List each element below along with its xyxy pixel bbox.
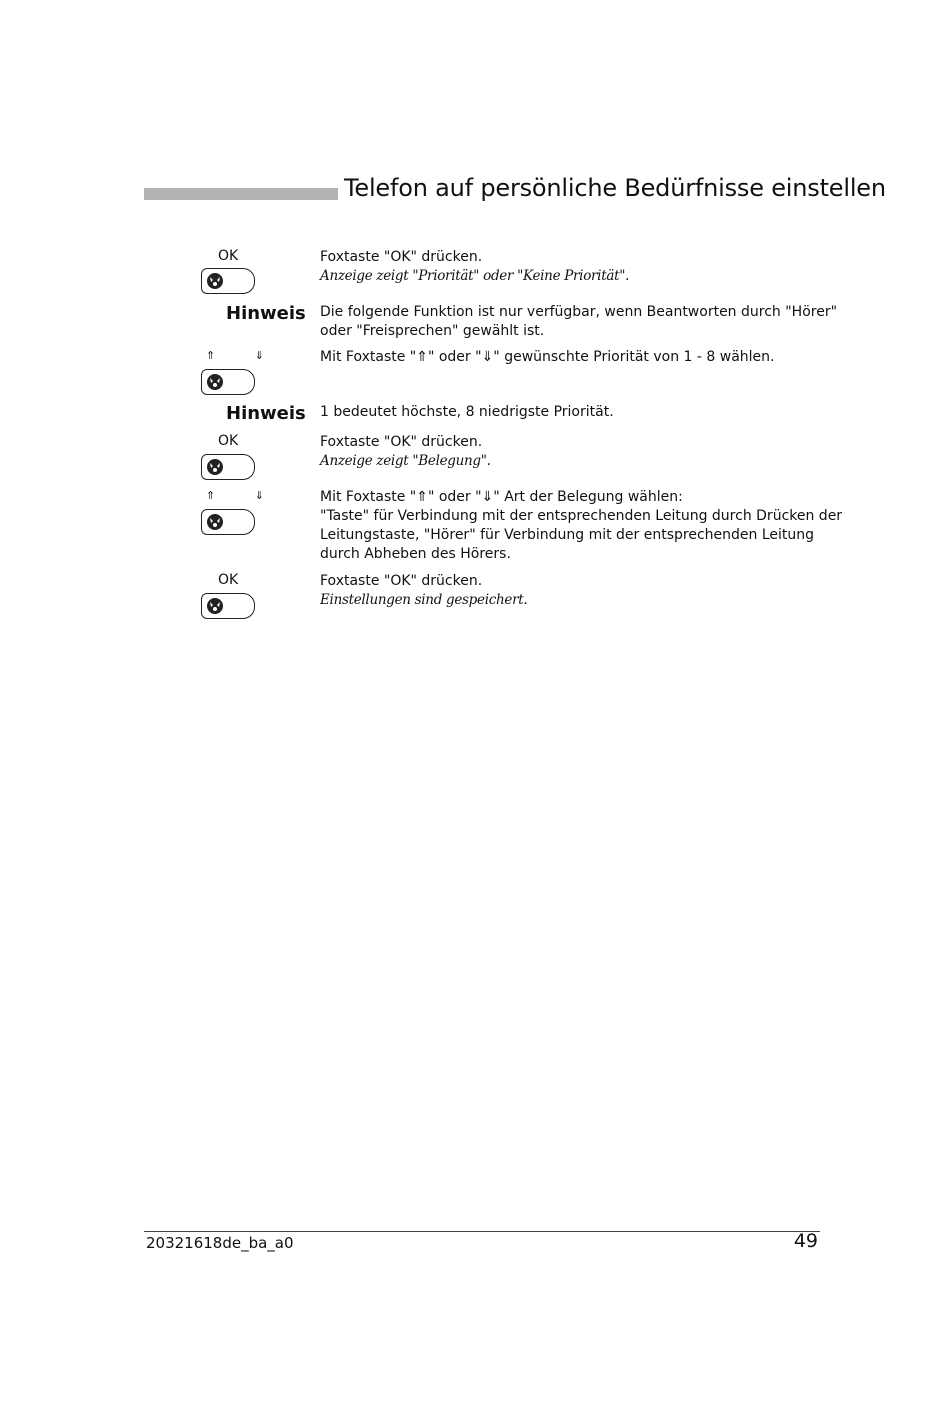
note-text	[320, 303, 838, 341]
footer-divider	[144, 1231, 820, 1232]
step-text	[320, 248, 820, 286]
fox-icon	[206, 597, 224, 615]
step-line: Foxtaste "OK" drücken.	[320, 573, 483, 589]
display-text: Einstellungen sind gespeichert.	[320, 592, 528, 608]
step-line: Foxtaste "OK" drücken.	[320, 434, 483, 450]
ok-label: OK	[218, 433, 239, 449]
step-text	[320, 348, 820, 367]
foxkey-icon[interactable]	[201, 454, 255, 480]
ok-label: OK	[218, 572, 239, 588]
step-line: Mit Foxtaste "⇑" oder "⇓" Art der Belegung wählen:	[320, 489, 683, 505]
page-title: Telefon auf persönliche Bedürfnisse einstellen	[344, 174, 886, 202]
arrows-label: ⇑ ⇓	[206, 349, 282, 362]
fox-icon	[206, 513, 224, 531]
display-text: Anzeige zeigt "Priorität" oder "Keine Priorität".	[320, 268, 630, 284]
step-text	[320, 433, 820, 471]
fox-icon	[206, 458, 224, 476]
foxkey-icon[interactable]	[201, 593, 255, 619]
note-line: oder "Freisprechen" gewählt ist.	[320, 323, 545, 339]
step-line: Foxtaste "OK" drücken.	[320, 249, 483, 265]
foxkey-icon[interactable]	[201, 369, 255, 395]
note-text	[320, 403, 820, 422]
step-line: Mit Foxtaste "⇑" oder "⇓" gewünschte Priorität von 1 - 8 wählen.	[320, 349, 775, 365]
note-line: 1 bedeutet höchste, 8 niedrigste Priorität.	[320, 404, 614, 420]
step-text	[320, 572, 820, 610]
fox-icon	[206, 272, 224, 290]
note-heading: Hinweis	[226, 303, 306, 324]
foxkey-icon[interactable]	[201, 268, 255, 294]
note-heading: Hinweis	[226, 403, 306, 424]
step-line: "Taste" für Verbindung mit der entsprechenden Leitung durch Drücken der	[320, 508, 843, 524]
display-text: Anzeige zeigt "Belegung".	[320, 453, 491, 469]
fox-icon	[206, 373, 224, 391]
note-line: Die folgende Funktion ist nur verfügbar, wenn Beantworten durch "Hörer"	[320, 304, 838, 320]
ok-label: OK	[218, 248, 239, 264]
step-text	[320, 488, 843, 564]
step-line: durch Abheben des Hörers.	[320, 546, 511, 562]
foxkey-icon[interactable]	[201, 509, 255, 535]
arrows-label: ⇑ ⇓	[206, 489, 282, 502]
footer-doc-id: 20321618de_ba_a0	[146, 1234, 294, 1252]
header-bar	[144, 188, 338, 200]
step-line: Leitungstaste, "Hörer" für Verbindung mit der entsprechenden Leitung	[320, 527, 815, 543]
page-number: 49	[793, 1230, 818, 1252]
